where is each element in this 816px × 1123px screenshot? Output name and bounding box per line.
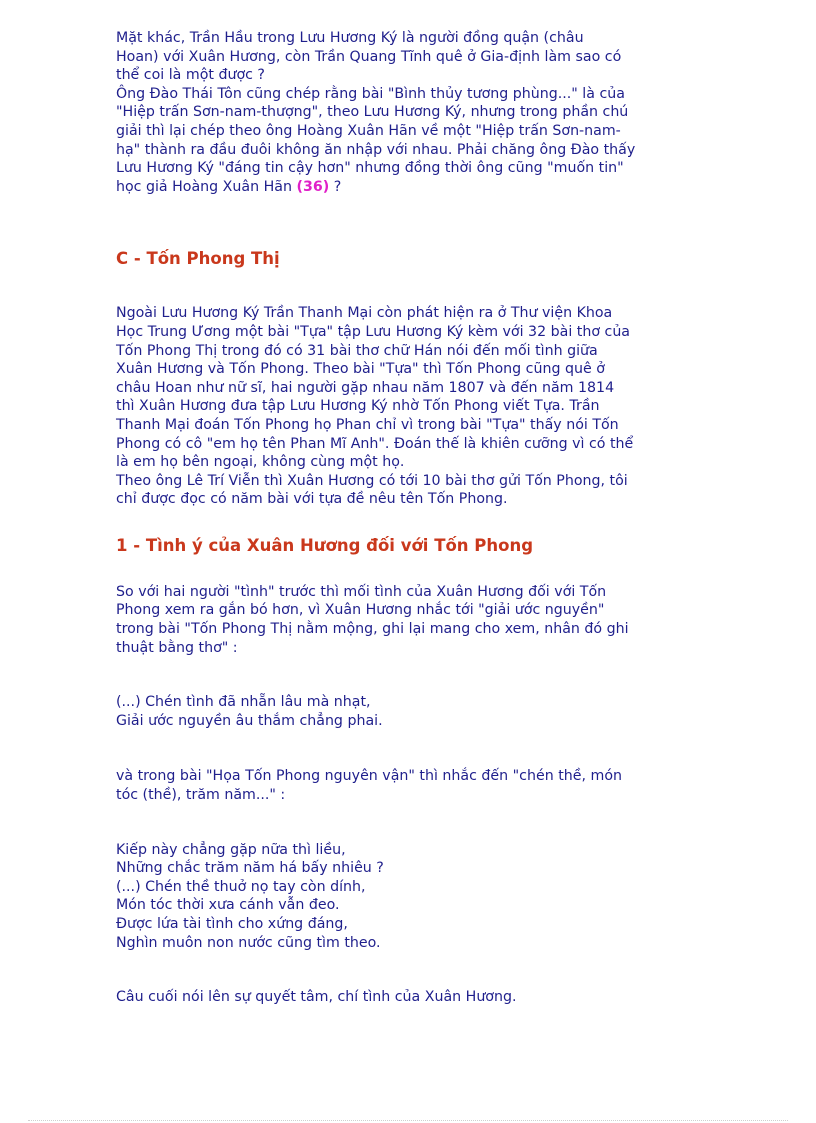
section-1-paragraph-1: So với hai người "tình" trước thì mối tình của Xuân Hương đối với Tốn Phong xem ra gắn bó hơn, vì Xuân Hương nhắc tới "giải ước nguyền" trong bài "Tốn Phong Thị nằm mộng, ghi lại mang cho xem, nhân đó ghi thuật bằng thơ" : [116,583,629,656]
footnote-reference[interactable]: (36) [296,178,330,195]
intro-paragraph-1: Mặt khác, Trần Hầu trong Lưu Hương Ký là người đồng quận (châu Hoan) với Xuân Hương, còn Trần Quang Tĩnh quê ở Gia-định làm sao có thể coi là một được ? [116,30,622,84]
section-c-paragraph-2: Theo ông Lê Trí Viễn thì Xuân Hương có tới 10 bài thơ gửi Tốn Phong, tôi chỉ được đọc có năm bài với tựa đề nêu tên Tốn Phong. [116,472,628,508]
section-1-heading: 1 - Tình ý của Xuân Hương đối với Tốn Phong [116,535,534,555]
section-1-paragraph-2: và trong bài "Họa Tốn Phong nguyên vận" thì nhắc đến "chén thề, món tóc (thề), trăm năm..." : [116,768,622,804]
intro-paragraph-2 [116,85,706,197]
poem-excerpt-2: Kiếp này chẳng gặp nữa thì liều, Những chắc trăm năm há bấy nhiêu ? (...) Chén thề thuở nọ tay còn dính, Món tóc thời xưa cánh vẫn đeo. Được lứa tài tình cho xứng đáng, Nghìn muôn non nước cũng tìm theo. [116,841,384,951]
section-c-heading: C - Tốn Phong Thị [116,249,280,269]
document-page [116,29,706,1007]
intro-paragraph-2-text: Ông Đào Thái Tôn cũng chép rằng bài "Bình thủy tương phùng..." là của "Hiệp trấn Sơn-nam-thượng", theo Lưu Hương Ký, nhưng trong phần chú giải thì lại chép theo ông Hoàng Xuân Hãn về một "Hiệp trấn Sơn-nam- hạ" thành ra đầu đuôi không ăn nhập với nhau. Phải chăng ông Đào thấy Lưu Hương Ký "đáng tin cậy hơn" nhưng đồng thời ông cũng "muốn tin" học giả Hoàng Xuân Hãn [116,85,636,195]
poem-excerpt-1: (...) Chén tình đã nhẵn lâu mà nhạt, Giải ước nguyền âu thắm chẳng phai. [116,694,383,729]
section-c-paragraph-1: Ngoài Lưu Hương Ký Trần Thanh Mại còn phát hiện ra ở Thư viện Khoa Học Trung Ương một bài "Tựa" tập Lưu Hương Ký kèm với 32 bài thơ của Tốn Phong Thị trong đó có 31 bài thơ chữ Hán nói đến mối tình giữa Xuân Hương và Tốn Phong. Theo bài "Tựa" thì Tốn Phong cũng quê ở châu Hoan như nữ sĩ, hai người gặp nhau năm 1807 và đến năm 1814 thì Xuân Hương đưa tập Lưu Hương Ký nhờ Tốn Phong viết Tựa. Trần Thanh Mại đoán Tốn Phong họ Phan chỉ vì trong bài "Tựa" thấy nói Tốn Phong có cô "em họ tên Phan Mĩ Anh". Đoán thế là khiên cưỡng vì có thể là em họ bên ngoại, không cùng một họ. [116,305,634,471]
section-1-paragraph-3: Câu cuối nói lên sự quyết tâm, chí tình của Xuân Hương. [116,989,517,1006]
page-bottom-divider [28,1120,788,1121]
intro-paragraph-2-end: ? [329,178,342,195]
